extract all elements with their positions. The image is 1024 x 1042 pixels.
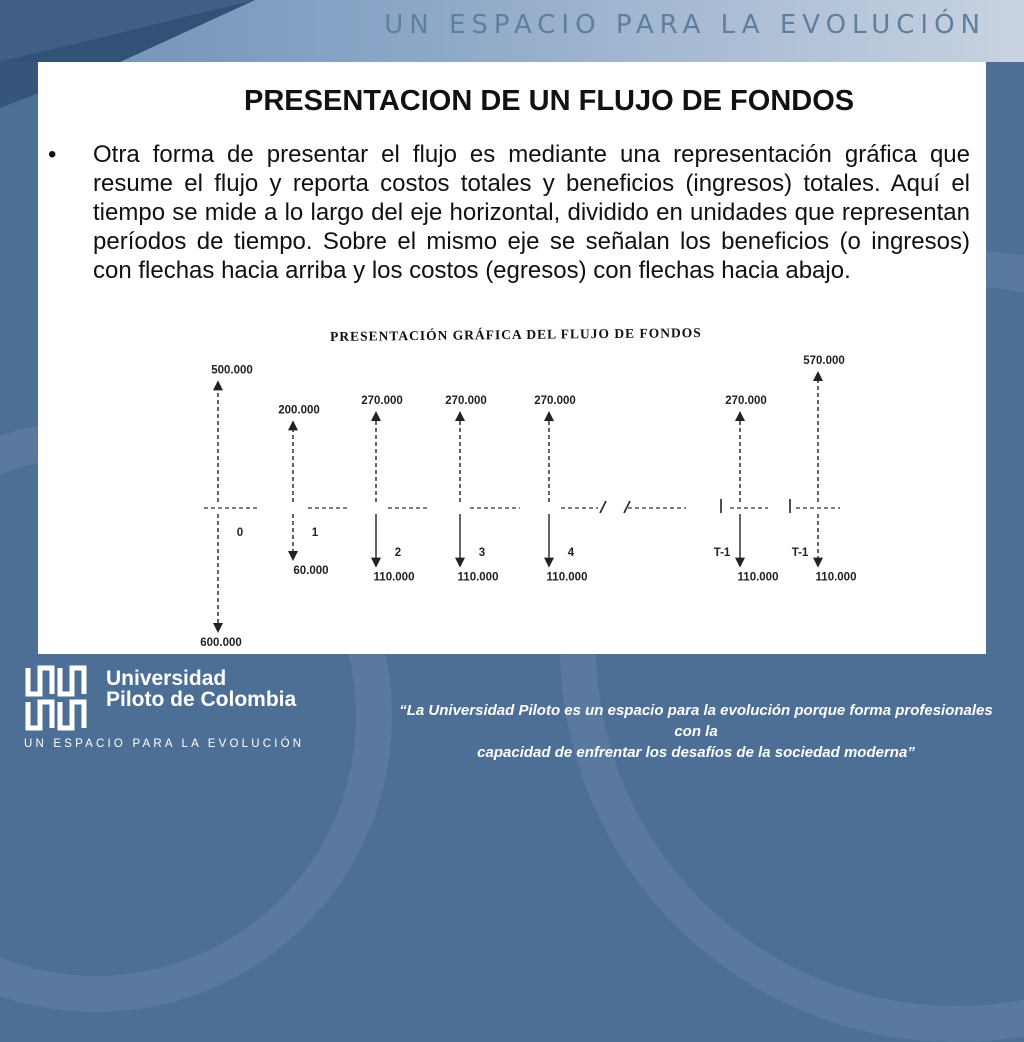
university-name-line2: Piloto de Colombia — [106, 688, 297, 711]
bullet-marker: • — [48, 141, 57, 168]
university-quote — [396, 700, 996, 763]
slide-content — [38, 62, 986, 654]
period-label: T-1 — [791, 547, 809, 559]
period-label: 0 — [236, 527, 244, 539]
period-label: 1 — [311, 527, 319, 539]
university-tagline: UN ESPACIO PARA LA EVOLUCIÓN — [24, 738, 305, 750]
benefit-label: 270.000 — [725, 395, 767, 407]
university-logo-icon — [24, 664, 94, 732]
axis-break-mark — [624, 501, 630, 513]
cost-label: 110.000 — [457, 571, 499, 584]
benefit-label: 200.000 — [278, 404, 320, 417]
cash-flow-diagram — [38, 62, 986, 654]
diagram-title: PRESENTACIÓN GRÁFICA DEL FLUJO DE FONDOS — [330, 325, 702, 344]
period-label: T-1 — [713, 547, 731, 559]
cost-label: 110.000 — [373, 571, 415, 584]
benefit-label: 270.000 — [445, 395, 487, 407]
quote-line2: capacidad de enfrentar los desafíos de la sociedad moderna” — [477, 744, 915, 761]
slide-title: PRESENTACION DE UN FLUJO DE FONDOS — [244, 85, 855, 117]
cost-label: 110.000 — [737, 571, 779, 584]
benefit-label: 570.000 — [803, 355, 845, 367]
university-name-line1: Universidad — [106, 667, 227, 690]
cost-label: 60.000 — [293, 565, 329, 577]
header-tagline: UN ESPACIO PARA LA EVOLUCIÓN — [384, 10, 986, 40]
slide-paragraph: Otra forma de presentar el flujo es mediante una representación gráfica que resume el flujo y reporta costos totales y beneficios (ingresos) totales. Aquí el tiempo se mide a lo largo del eje horizontal, dividido en unidades que representan períodos de tiempo. Sobre el mismo eje se señalan los beneficios (o ingresos) con flechas hacia arriba y los costos (egresos) con flechas hacia abajo. — [93, 141, 970, 284]
benefit-label: 270.000 — [534, 395, 576, 407]
periods-group — [200, 355, 856, 649]
cost-label: 110.000 — [815, 571, 857, 584]
cost-label: 600.000 — [200, 637, 242, 649]
university-name — [106, 668, 296, 710]
period-label: 4 — [567, 547, 575, 559]
period-label: 2 — [394, 547, 402, 559]
period-label: 3 — [478, 547, 486, 559]
quote-line1: “La Universidad Piloto es un espacio para la evolución porque forma profesionales con la — [399, 702, 993, 740]
cost-label: 110.000 — [546, 571, 588, 584]
benefit-label: 500.000 — [211, 364, 253, 377]
axis-break-mark — [600, 501, 606, 513]
time-axis — [204, 499, 840, 513]
benefit-label: 270.000 — [361, 395, 403, 407]
